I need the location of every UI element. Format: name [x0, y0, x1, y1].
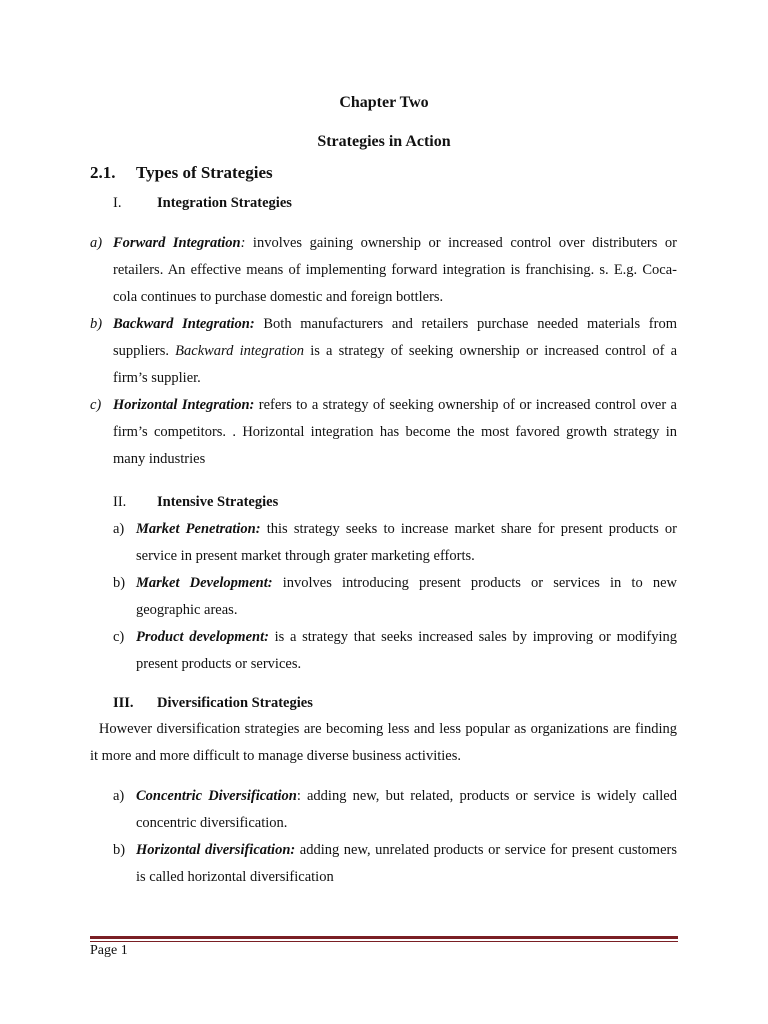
- italic-phrase: Backward integration: [175, 343, 305, 359]
- subsection-title: Intensive Strategies: [157, 494, 279, 510]
- intensive-list: [113, 516, 677, 678]
- item-text: : adding new, but related, products or service is widely called concentric diversification.: [136, 788, 677, 831]
- footer-rule-thin: [90, 941, 678, 942]
- list-item-market-penetration: [113, 516, 677, 570]
- list-item-horizontal-integration: [90, 392, 677, 473]
- item-text: this strategy seeks to increase market share for present products or service in present market through grater marketing efforts.: [136, 521, 677, 564]
- term-concentric-diversification: Concentric Diversification: [136, 788, 297, 804]
- list-item-product-development: [113, 624, 677, 678]
- item-text: involves introducing present products or services in to new geographic areas.: [136, 575, 677, 618]
- subsection-numeral: I.: [113, 195, 122, 211]
- term-backward-integration: Backward Integration:: [113, 316, 255, 332]
- list-marker: a): [90, 235, 103, 251]
- list-marker: c): [90, 397, 102, 413]
- section-heading: [90, 163, 273, 183]
- subsection-title: Diversification Strategies: [157, 695, 313, 711]
- list-item-concentric-diversification: [113, 783, 677, 837]
- section-number: 2.1.: [90, 163, 116, 182]
- list-marker: b): [113, 842, 126, 858]
- term-horizontal-diversification: Horizontal diversification:: [136, 842, 296, 858]
- list-marker: b): [90, 316, 103, 332]
- section-title: Types of Strategies: [136, 163, 273, 182]
- list-item-horizontal-diversification: [113, 837, 677, 891]
- subsection-heading-diversification: [113, 695, 313, 712]
- subsection-numeral: III.: [113, 695, 134, 711]
- list-item-market-development: [113, 570, 677, 624]
- term-product-development: Product development:: [136, 629, 269, 645]
- page-number: Page 1: [90, 943, 128, 958]
- term-separator: :: [240, 235, 246, 251]
- list-item-forward-integration: [90, 230, 677, 311]
- item-text: is a strategy that seeks increased sales by improving or modifying present products or services.: [136, 629, 677, 672]
- item-text: is a strategy of seeking ownership or increased control of a firm’s supplier.: [113, 343, 678, 386]
- intro-text: However diversification strategies are becoming less and less popular as organizations are finding it more and more difficult to manage diverse business activities.: [90, 721, 677, 764]
- diversification-list: [113, 783, 677, 891]
- term-market-penetration: Market Penetration:: [136, 521, 261, 537]
- item-text: adding new, unrelated products or service for present customers is called horizontal diversification: [136, 842, 677, 885]
- list-marker: a): [113, 788, 125, 804]
- item-text: Both manufacturers and retailers purchase needed materials from suppliers.: [113, 316, 677, 359]
- integration-list: [90, 230, 678, 473]
- term-market-development: Market Development:: [136, 575, 273, 591]
- term-horizontal-integration: Horizontal Integration:: [113, 397, 255, 413]
- list-marker: b): [113, 575, 126, 591]
- list-item-backward-integration: [90, 311, 678, 392]
- item-text: involves gaining ownership or increased control over distributers or retailers. An effective means of implementing forward integration is franchising. s. E.g. Coca-cola continues to purchase domestic and foreign bottlers.: [113, 235, 677, 305]
- item-text: refers to a strategy of seeking ownership of or increased control over a firm’s competitors. . Horizontal integration has become the most favored growth strategy in many industries: [113, 397, 677, 467]
- subsection-numeral: II.: [113, 494, 127, 510]
- subsection-heading-integration: [113, 195, 292, 212]
- diversification-intro: [90, 716, 677, 770]
- subsection-heading-intensive: [113, 494, 278, 511]
- footer-rule-thick: [90, 936, 678, 939]
- chapter-number: Chapter Two: [339, 94, 429, 111]
- list-marker: a): [113, 521, 125, 537]
- chapter-title: Strategies in Action: [317, 133, 451, 150]
- list-marker: c): [113, 629, 125, 645]
- term-forward-integration: Forward Integration: [113, 235, 241, 251]
- subsection-title: Integration Strategies: [157, 195, 292, 211]
